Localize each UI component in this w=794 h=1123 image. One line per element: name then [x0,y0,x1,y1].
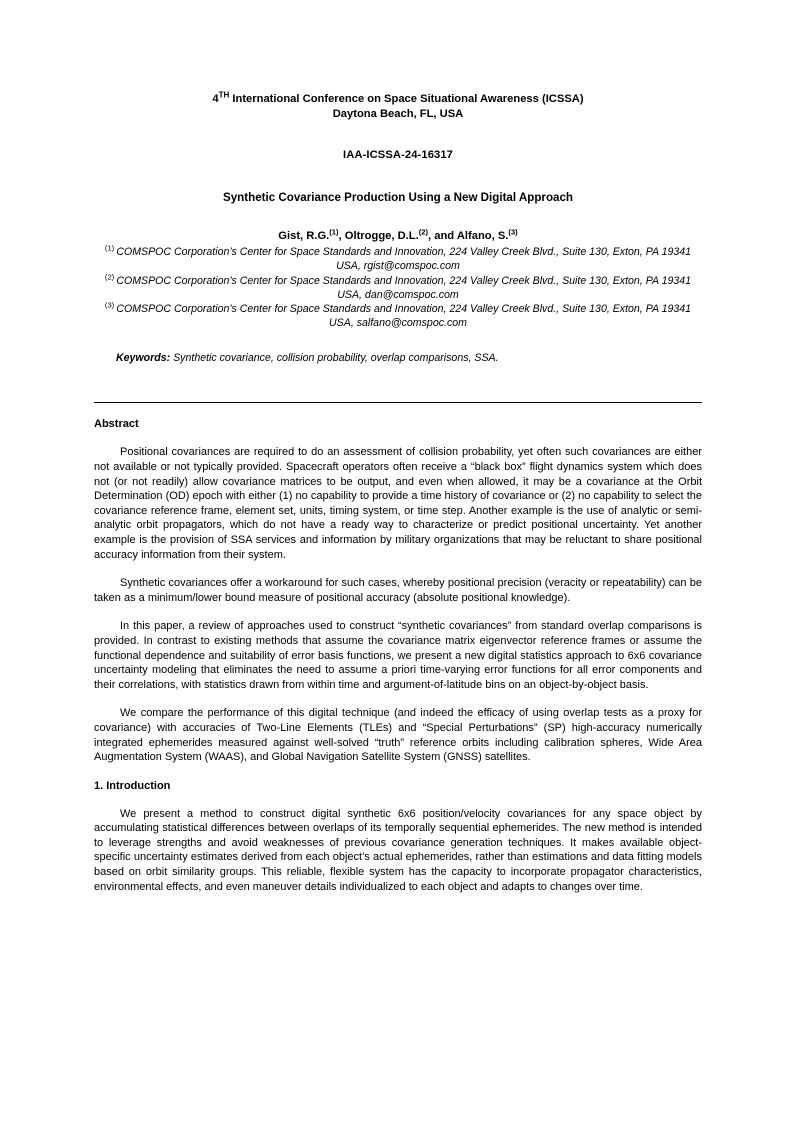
introduction-paragraph: We present a method to construct digital synthetic 6x6 position/velocity covariances for any space object by accumulating statistical differences between overlaps of its temporally sequential ephemerides. The new method is intended to leverage strengths and avoid weaknesses of previous covariance generation techniques. It makes available object-specific uncertainty estimates derived from each object’s actual ephemerides, rather than estimations and data fitting models based on orbit similarity groups. This reliable, flexible system has the capacity to incorporate propagator characteristics, environmental effects, and even maneuver details individualized to each object and adapts to changes over time. [94,807,702,893]
author-affiliation-marker-2: (2) [418,227,429,237]
keywords-label: Keywords: [116,352,171,365]
affiliation-marker: (3) [104,300,117,310]
page-content-column [94,0,702,894]
author-name-3: Alfano, S. [456,230,509,243]
affiliation-item [94,245,702,273]
conference-header [94,92,702,121]
affiliation-text: COMSPOC Corporation’s Center for Space Standards and Innovation, 224 Valley Creek Blvd., Suite 130, Exton, PA 19341 USA, dan@comspoc.com [116,274,692,301]
conference-name-line [94,92,702,107]
abstract-paragraph: Positional covariances are required to do an assessment of collision probability, yet often such covariances are either not available or not typically provided. Spacecraft operators often receive a “black box” flight dynamics system which does not (or not readily) allow covariance matrices to be output, and even when allowed, it may be a covariance at the Orbit Determination (OD) epoch with either (1) no capability to provide a time history of covariance or (2) no capability to select the covariance reference frame, element set, units, timing system, or time step. Another example is the use of analytic or semi-analytic orbit propagators, which do not have a ready way to characterize or predict positional uncertainty. Yet another example is the provision of SSA services and information by military organizations that may be reluctant to share positional accuracy information from their system. [94,446,702,561]
affiliation-text: COMSPOC Corporation’s Center for Space Standards and Innovation, 224 Valley Creek Blvd., Suite 130, Exton, PA 19341 USA, salfano@comspoc.com [116,303,692,330]
author-name-2: Oltrogge, D.L. [344,230,419,243]
affiliation-marker: (2) [104,272,117,282]
author-affiliation-marker-1: (1) [329,227,339,237]
affiliation-list [94,245,702,330]
conference-name: International Conference on Space Situational Awareness (ICSSA) [229,93,584,105]
author-separator-2: , and [428,230,457,243]
conference-ordinal: 4 [212,93,219,105]
page-title: Synthetic Covariance Production Using a New Digital Approach [222,191,574,205]
affiliation-marker: (1) [104,243,117,253]
conference-location: Daytona Beach, FL, USA [332,107,464,120]
abstract-heading: Abstract [94,418,139,431]
author-name-1: Gist, R.G. [278,230,330,243]
horizontal-rule [94,402,702,403]
author-separator-1: , [338,230,345,243]
introduction-heading: 1. Introduction [94,779,171,792]
affiliation-item [94,274,702,302]
conference-ordinal-suffix: TH [218,90,230,100]
author-list [94,227,702,243]
abstract-paragraph: Synthetic covariances offer a workaround for such cases, whereby positional precision (veracity or repeatability) can be taken as a minimum/lower bound measure of positional accuracy (absolute positional knowledge). [94,577,702,604]
abstract-paragraph: In this paper, a review of approaches used to construct “synthetic covariances” from standard overlap comparisons is provided. In contrast to existing methods that assume the covariance matrix eigenvector reference frames or assume the functional dependence and suitability of error basis functions, we present a new digital statistics approach to 6x6 covariance uncertainty modeling that eliminates the need to assume a priori time-varying error functions for all error components and their correlations, with statistics drawn from within time and argument-of-latitude bins on an object-by-object basis. [94,620,702,691]
keywords-value: Synthetic covariance, collision probability, overlap comparisons, SSA. [170,352,499,365]
keywords-line [116,352,702,364]
affiliation-text: COMSPOC Corporation’s Center for Space Standards and Innovation, 224 Valley Creek Blvd., Suite 130, Exton, PA 19341 USA, rgist@comspoc.com [116,246,692,273]
author-affiliation-marker-3: (3) [508,227,518,237]
affiliation-item [94,302,702,330]
paper-id: IAA-ICSSA-24-16317 [343,149,453,162]
abstract-paragraph: We compare the performance of this digital technique (and indeed the efficacy of using overlap tests as a proxy for covariance) with accuracies of Two-Line Elements (TLEs) and “Special Perturbations” (SP) high-accuracy numerically integrated ephemerides measured against well-solved “truth” reference orbits including calibration spheres, Wide Area Augmentation System (WAAS), and Global Navigation Satellite System (GNSS) satellites. [94,707,702,764]
